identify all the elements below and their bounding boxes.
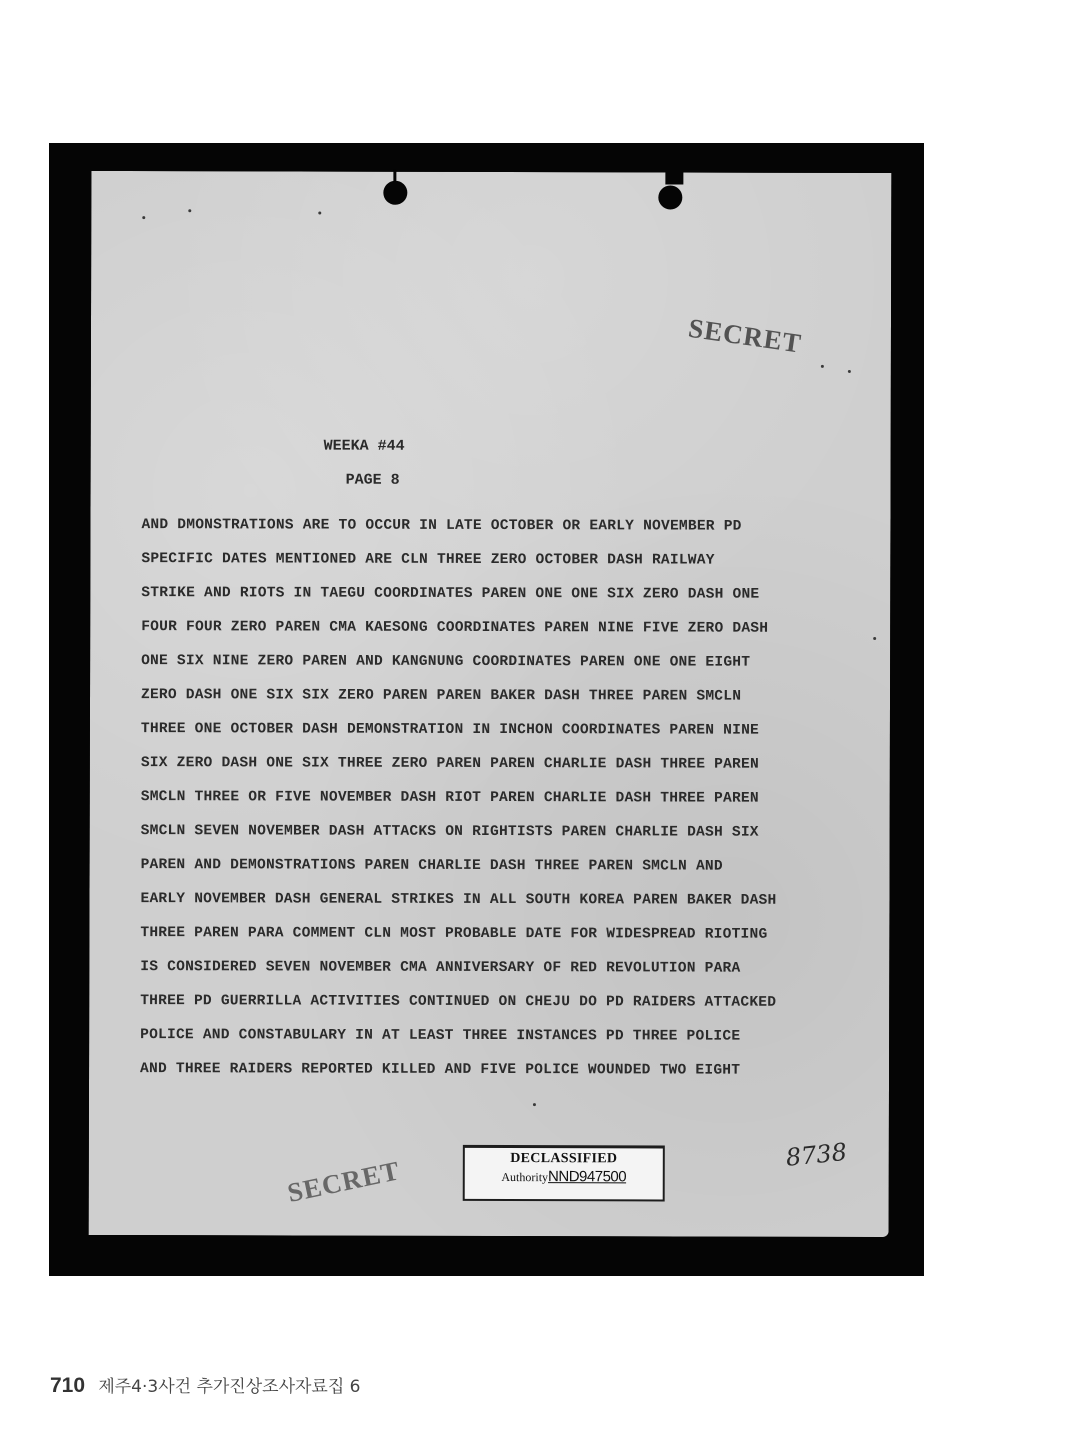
- body-line: IS CONSIDERED SEVEN NOVEMBER CMA ANNIVERSARY OF RED REVOLUTION PARA: [140, 959, 741, 977]
- typed-message-body: [140, 508, 872, 1088]
- secret-stamp-top: SECRET: [686, 312, 804, 359]
- body-line: STRIKE AND RIOTS IN TAEGU COORDINATES PAREN ONE ONE SIX ZERO DASH ONE: [141, 585, 760, 603]
- body-line: ONE SIX NINE ZERO PAREN AND KANGNUNG COORDINATES PAREN ONE ONE EIGHT: [141, 653, 751, 671]
- declassified-authority: [465, 1168, 663, 1186]
- punch-hole-left-icon: [383, 181, 407, 205]
- paper-speck: [848, 370, 851, 373]
- paper-speck: [188, 209, 191, 212]
- document-title: WEEKA #44: [323, 437, 405, 455]
- secret-stamp-bottom: SECRET: [284, 1155, 403, 1209]
- declassified-title: DECLASSIFIED: [510, 1151, 618, 1167]
- body-line: FOUR FOUR ZERO PAREN CMA KAESONG COORDINATES PAREN NINE FIVE ZERO DASH: [141, 619, 769, 637]
- body-line: THREE ONE OCTOBER DASH DEMONSTRATION IN INCHON COORDINATES PAREN NINE: [140, 721, 760, 739]
- body-line: PAREN AND DEMONSTRATIONS PAREN CHARLIE DASH THREE PAREN SMCLN AND: [140, 857, 723, 875]
- body-line: SIX ZERO DASH ONE SIX THREE ZERO PAREN PAREN CHARLIE DASH THREE PAREN: [140, 755, 759, 773]
- body-line: SMCLN THREE OR FIVE NOVEMBER DASH RIOT PAREN CHARLIE DASH THREE PAREN: [140, 789, 759, 807]
- page-number: 710: [50, 1374, 86, 1397]
- paper-speck: [533, 1103, 536, 1106]
- body-line: THREE PD GUERRILLA ACTIVITIES CONTINUED ON CHEJU DO PD RAIDERS ATTACKED: [140, 993, 777, 1011]
- handwritten-page-number: 8738: [784, 1137, 849, 1172]
- body-line: THREE PAREN PARA COMMENT CLN MOST PROBABLE DATE FOR WIDESPREAD RIOTING: [140, 925, 768, 943]
- page-footer: [50, 1372, 360, 1398]
- body-line: ZERO DASH ONE SIX SIX ZERO PAREN PAREN BAKER DASH THREE PAREN SMCLN: [141, 687, 742, 705]
- body-line: EARLY NOVEMBER DASH GENERAL STRIKES IN ALL SOUTH KOREA PAREN BAKER DASH: [140, 891, 777, 909]
- body-line: SPECIFIC DATES MENTIONED ARE CLN THREE ZERO OCTOBER DASH RAILWAY: [141, 551, 715, 569]
- body-line: AND THREE RAIDERS REPORTED KILLED AND FIVE POLICE WOUNDED TWO EIGHT: [140, 1061, 741, 1079]
- body-line: AND DMONSTRATIONS ARE TO OCCUR IN LATE OCTOBER OR EARLY NOVEMBER PD: [141, 517, 742, 535]
- scanned-document-frame: [49, 143, 924, 1276]
- document-header: [324, 430, 405, 498]
- paper-speck: [318, 212, 321, 215]
- paper-speck: [142, 216, 145, 219]
- punch-hole-right-icon: [658, 185, 682, 209]
- document-paper: [89, 171, 892, 1237]
- authority-label: Authority: [501, 1170, 549, 1185]
- body-line: SMCLN SEVEN NOVEMBER DASH ATTACKS ON RIGHTISTS PAREN CHARLIE DASH SIX: [140, 823, 759, 841]
- paper-speck: [873, 637, 876, 640]
- authority-value: NND947500: [548, 1168, 627, 1186]
- body-line: POLICE AND CONSTABULARY IN AT LEAST THREE INSTANCES PD THREE POLICE: [140, 1027, 741, 1045]
- book-title: 제주4·3사건 추가진상조사자료집 6: [98, 1377, 361, 1397]
- punch-hole-notch: [665, 170, 683, 184]
- document-page-label: PAGE 8: [345, 471, 400, 489]
- paper-speck: [821, 365, 824, 368]
- declassified-label: [463, 1145, 665, 1202]
